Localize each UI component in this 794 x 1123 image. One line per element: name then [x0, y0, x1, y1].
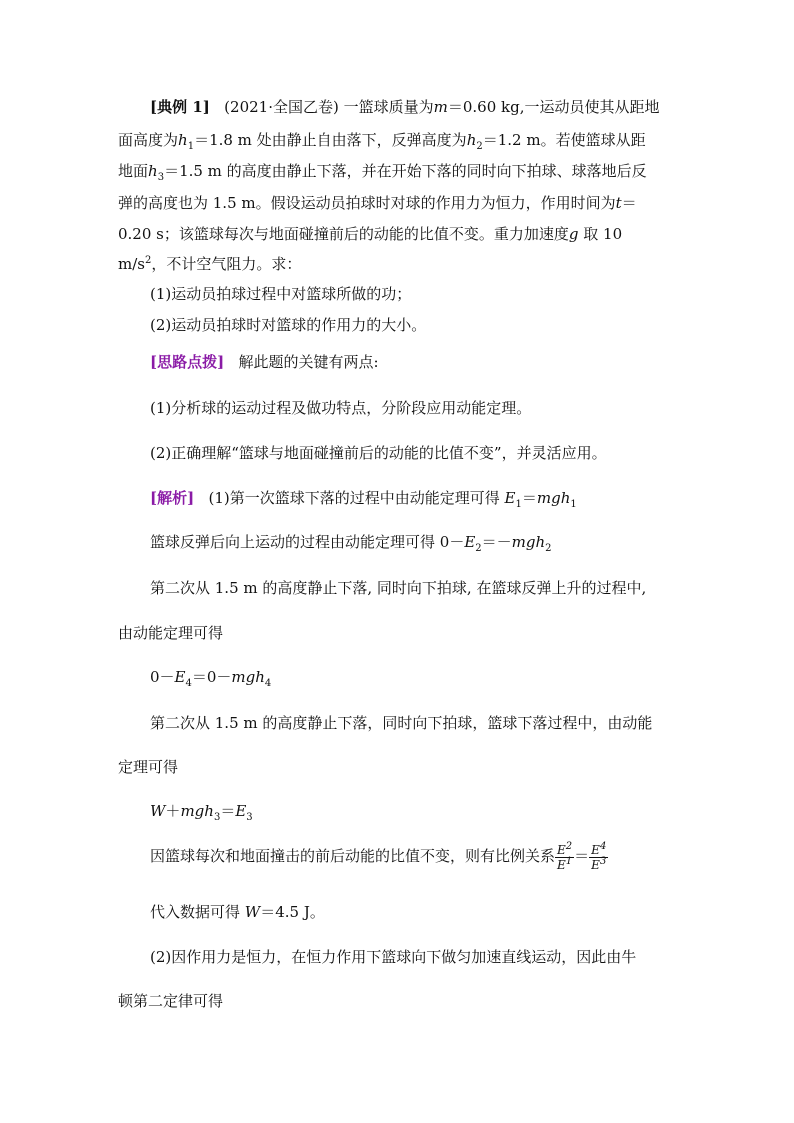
- var-h: h: [148, 162, 158, 180]
- text: ＝－: [481, 533, 512, 551]
- superscript: 4: [599, 840, 607, 852]
- var-h: h: [466, 131, 477, 149]
- subscript: 1: [570, 499, 577, 510]
- solution-line-12: 顿第二定律可得: [118, 992, 224, 1010]
- subscript: 2: [475, 543, 482, 554]
- var-W: W: [244, 903, 261, 921]
- fraction-e4-e3: [589, 840, 608, 872]
- example-line-1: [150, 97, 660, 117]
- solution-line-6: 第二次从 1.5 m 的高度静止下落，同时向下拍球，篮球下落过程中，由动能: [150, 714, 653, 732]
- text: 面高度为: [118, 131, 179, 149]
- text: ＝1.2 m。若使篮球从距: [482, 131, 646, 149]
- example-line-6: [118, 254, 301, 274]
- text: ＋: [165, 802, 181, 820]
- subscript: 4: [264, 678, 272, 689]
- solution-line-8: [150, 801, 253, 821]
- text: 弹的高度也为 1.5 m。假设运动员拍球时对球的作用力为恒力，作用时间为: [118, 194, 616, 212]
- solution-line-1: [150, 488, 577, 508]
- hint-point-2: (2)正确理解“篮球与地面碰撞前后的动能的比值不变”，并灵活应用。: [150, 444, 607, 462]
- solution-tag: [解析]: [150, 489, 195, 507]
- text: ＝: [621, 194, 637, 212]
- hint-tag: [思路点拨]: [150, 353, 225, 371]
- text: (1)第一次篮球下落的过程中由动能定理可得: [208, 489, 500, 507]
- solution-line-5: [150, 667, 271, 687]
- text: ＝1.5 m 的高度由静止下落，并在开始下落的同时向下拍球、球落地后反: [164, 162, 647, 180]
- example-line-4: [118, 193, 637, 213]
- text: ＝: [220, 802, 236, 820]
- var-m: m: [433, 98, 448, 116]
- superscript: 2: [144, 255, 152, 266]
- text: 0.20 s；该篮球每次与地面碰撞前后的动能的比值不变。重力加速度: [118, 225, 569, 243]
- example-source: (2021·全国乙卷): [224, 98, 339, 116]
- subscript: 4: [185, 678, 192, 689]
- text: 0－: [150, 668, 175, 686]
- text: ＝1.8 m 处由静止自由落下，反弹高度为: [194, 131, 467, 149]
- solution-line-9: [150, 836, 608, 876]
- subscript: 2: [476, 141, 483, 152]
- text: m/s: [118, 255, 145, 273]
- subscript: 3: [246, 812, 253, 823]
- var-E: E: [235, 802, 247, 820]
- var-E: E: [557, 857, 566, 872]
- text: 地面: [118, 162, 149, 180]
- fraction-denominator: [589, 855, 608, 872]
- example-line-2: [118, 130, 646, 150]
- subscript: 2: [545, 543, 552, 554]
- hint-line: [150, 352, 379, 372]
- text: 因篮球每次和地面撞击的前后动能的比值不变，则有比例关系: [150, 847, 556, 865]
- text: ＝0－: [191, 668, 232, 686]
- var-W: W: [150, 802, 166, 820]
- question-2: (2)运动员拍球时对篮球的作用力的大小。: [150, 316, 427, 334]
- var-mgh: mgh: [231, 668, 265, 686]
- solution-line-7: 定理可得: [118, 758, 179, 776]
- var-E: E: [591, 842, 600, 857]
- text: ＝0.60 kg,一运动员使其从距地: [447, 98, 660, 116]
- text: ，不计空气阻力。求：: [151, 255, 302, 273]
- var-E: E: [464, 533, 476, 551]
- superscript: 2: [565, 840, 573, 852]
- example-line-5: [118, 224, 622, 244]
- text: 代入数据可得: [150, 903, 241, 921]
- fraction-denominator: [555, 855, 574, 872]
- fraction-e2-e1: [555, 840, 574, 872]
- question-1: (1)运动员拍球过程中对篮球所做的功；: [150, 285, 412, 303]
- example-line-3: [118, 161, 647, 181]
- subscript: 3: [213, 812, 221, 823]
- text: 篮球反弹后向上运动的过程由动能定理可得 0－: [150, 533, 465, 551]
- var-E: E: [504, 489, 516, 507]
- var-mgh: mgh: [511, 533, 546, 551]
- text: ＝4.5 J。: [260, 903, 325, 921]
- var-E: E: [557, 842, 566, 857]
- var-g: g: [568, 225, 579, 243]
- var-mgh: mgh: [536, 489, 571, 507]
- var-E: E: [591, 857, 600, 872]
- var-t: t: [615, 194, 622, 212]
- solution-line-3: 第二次从 1.5 m 的高度静止下落, 同时向下拍球, 在篮球反弹上升的过程中,: [150, 579, 647, 597]
- superscript: 3: [599, 855, 607, 867]
- text: ＝: [521, 489, 537, 507]
- text: 取 10: [583, 225, 623, 243]
- subscript: 3: [157, 172, 165, 183]
- text: 一篮球质量为: [343, 98, 434, 116]
- text: ＝: [574, 847, 590, 865]
- solution-line-4: 由动能定理可得: [118, 624, 224, 642]
- var-h: h: [178, 131, 188, 149]
- var-E: E: [174, 668, 186, 686]
- superscript: 1: [565, 855, 573, 867]
- subscript: 1: [187, 141, 195, 152]
- hint-intro: 解此题的关键有两点:: [238, 353, 379, 371]
- solution-line-10: [150, 902, 325, 922]
- solution-line-11: (2)因作用力是恒力，在恒力作用下篮球向下做匀加速直线运动，因此由牛: [150, 948, 637, 966]
- var-mgh: mgh: [180, 802, 214, 820]
- hint-point-1: (1)分析球的运动过程及做功特点，分阶段应用动能定理。: [150, 399, 532, 417]
- solution-line-2: [150, 532, 552, 552]
- subscript: 1: [515, 499, 522, 510]
- example-tag: [典例 1]: [150, 98, 210, 116]
